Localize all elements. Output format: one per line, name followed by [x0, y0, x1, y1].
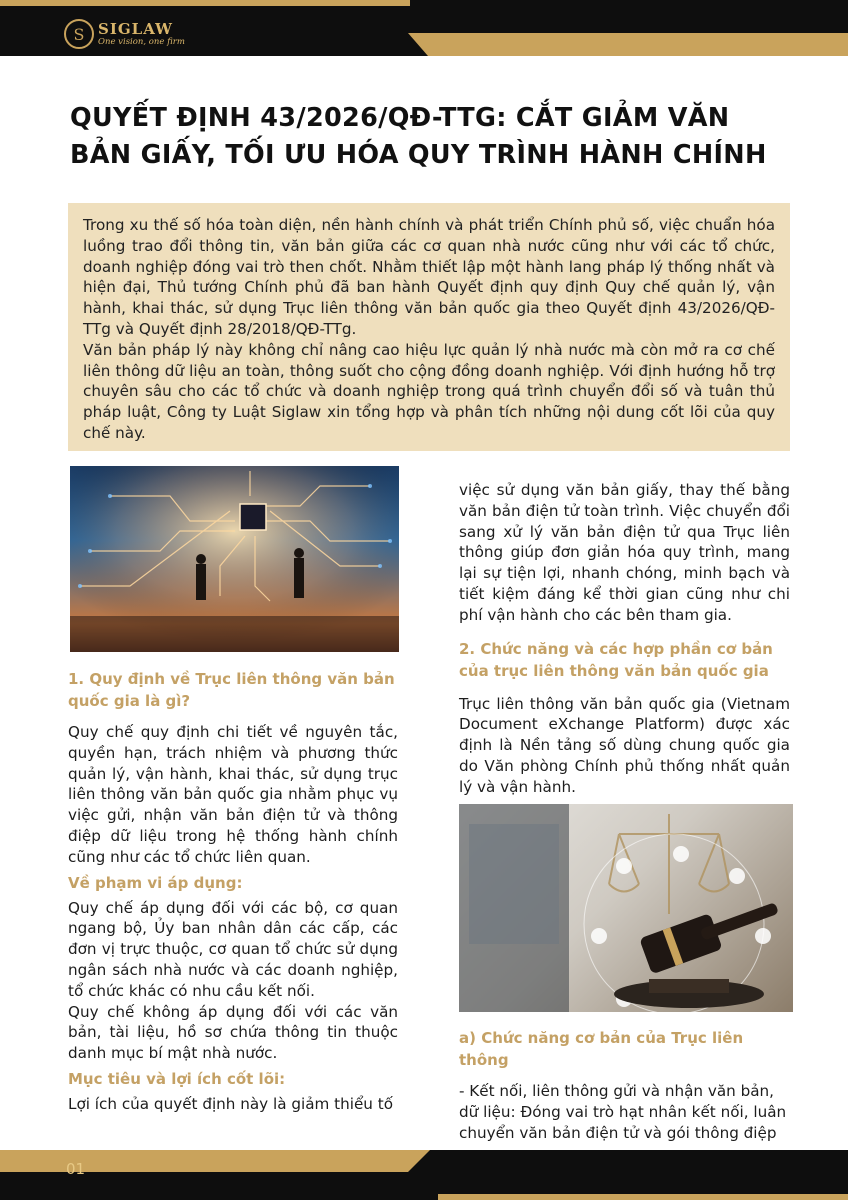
- goals-paragraph-continued: việc sử dụng văn bản giấy, thay thế bằng văn bản điện tử toàn trình. Việc chuyển đổi sang xử lý văn bản điện tử qua Trục liên thông giúp đơn giản hóa quy trình, mang lại sự tiện lợi, nhanh chóng, minh bạch và tiết kiệm đáng kể thời gian cũng như chi phí vận hành cho các bên tham gia.: [459, 481, 790, 624]
- functions-paragraph: - Kết nối, liên thông gửi và nhận văn bản, dữ liệu: Đóng vai trò hạt nhân kết nối, luân chuyển văn bản điện tử và gói thông điệp: [459, 1082, 787, 1142]
- section-1-paragraph: Quy chế quy định chi tiết về nguyên tắc, quyền hạn, trách nhiệm và phương thức quản lý, vận hành, khai thác, sử dụng trục liên thông văn bản quốc gia nhằm phục vụ việc gửi, nhận văn bản điện tử và thông điệp dữ liệu trong hệ thống hành chính cũng như các tổ chức liên quan.: [68, 723, 398, 866]
- goals-subheading: Mục tiêu và lợi ích cốt lõi:: [68, 1069, 286, 1088]
- gavel-scales-image: [459, 804, 793, 1012]
- intro-box: [68, 203, 790, 451]
- page-number: 01: [66, 1160, 86, 1178]
- section-2-paragraph: Trục liên thông văn bản quốc gia (Vietnam Document eXchange Platform) được xác định là Nền tảng số dùng chung quốc gia do Văn phòng Chính phủ thống nhất quản lý và vận hành.: [459, 694, 790, 796]
- intro-paragraph-1: Trong xu thế số hóa toàn diện, nền hành chính và phát triển Chính phủ số, việc chuẩn hóa luồng trao đổi thông tin, văn bản giữa các cơ quan nhà nước cũng như với các tổ chức, doanh nghiệp đóng vai trò then chốt. Nhằm thiết lập một hành lang pháp lý thống nhất và hiện đại, Thủ tướng Chính phủ đã ban hành Quyết định quy định Quy chế quản lý, vận hành, khai thác, sử dụng Trục liên thông văn bản quốc gia theo Quyết định 43/2026/QĐ-TTg và Quyết định 28/2018/QĐ-TTg.: [83, 216, 775, 338]
- section-2-heading: 2. Chức năng và các hợp phần cơ bản của trục liên thông văn bản quốc gia: [459, 639, 773, 680]
- circuit-board-image: [70, 466, 399, 652]
- footer-gold-stripe-right: [438, 1194, 848, 1200]
- right-column-bottom: [459, 1027, 790, 1143]
- brand-tagline: One vision, one firm: [98, 37, 185, 47]
- goals-paragraph: Lợi ích của quyết định này là giảm thiểu tố: [68, 1094, 393, 1113]
- header-gold-stripe-left: [0, 0, 410, 6]
- section-1-heading: 1. Quy định về Trục liên thông văn bản quốc gia là gì?: [68, 670, 395, 710]
- page-title: QUYẾT ĐỊNH 43/2026/QĐ-TTG: CẮT GIẢM VĂN BẢN GIẤY, TỐI ƯU HÓA QUY TRÌNH HÀNH CHÍNH: [70, 103, 767, 170]
- siglaw-logo: [64, 16, 185, 52]
- scope-paragraph-2: Quy chế không áp dụng đối với các văn bản, tài liệu, hồ sơ chứa thông tin thuộc danh mục bí mật nhà nước.: [68, 1002, 398, 1063]
- logo-mark-icon: S: [64, 19, 94, 49]
- left-column: [68, 668, 398, 1115]
- gavel-illustration-icon: [459, 804, 793, 1012]
- header-gold-stripe-right: [408, 33, 848, 56]
- circuit-illustration-icon: [70, 466, 399, 652]
- right-column: [459, 480, 790, 798]
- functions-subheading: a) Chức năng cơ bản của Trục liên thông: [459, 1029, 744, 1069]
- brand-name: SIGLAW: [98, 20, 173, 38]
- scope-subheading: Về phạm vi áp dụng:: [68, 873, 243, 892]
- scope-paragraph-1: Quy chế áp dụng đối với các bộ, cơ quan ngang bộ, Ủy ban nhân dân các cấp, các đơn vị trực thuộc, cơ quan tổ chức sử dụng ngân sách nhà nước và các doanh nghiệp, tổ chức khác có nhu cầu kết nối.: [68, 898, 398, 1000]
- footer-gold-stripe-left: [0, 1150, 430, 1172]
- intro-paragraph-2: Văn bản pháp lý này không chỉ nâng cao hiệu lực quản lý nhà nước mà còn mở ra cơ chế liên thông dữ liệu an toàn, thông suốt cho cộng đồng doanh nghiệp. Với định hướng hỗ trợ chuyên sâu cho các tổ chức và doanh nghiệp trong quá trình chuyển đổi số và tuân thủ pháp luật, Công ty Luật Siglaw xin tổng hợp và phân tích những nội dung cốt lõi của quy chế này.: [83, 340, 775, 442]
